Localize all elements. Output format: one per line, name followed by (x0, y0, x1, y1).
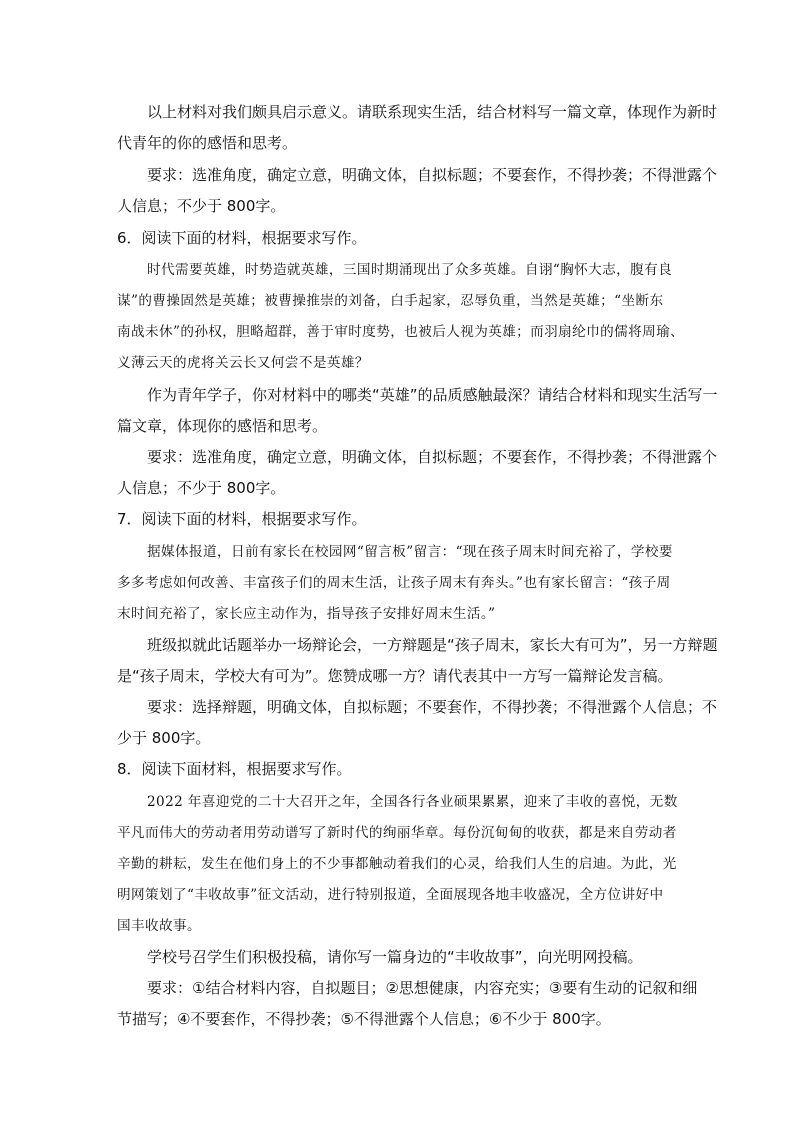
material-line: 2022 年喜迎党的二十大召开之年，全国各行各业硕果累累，迎来了丰收的喜悦，无数 (147, 794, 678, 810)
paragraph-line: 以上材料对我们颇具启示意义。请联系现实生活，结合材料写一篇文章，体现作为新时 (147, 103, 718, 121)
material-line: 辛勤的耕耘，发生在他们身上的不少事都触动着我们的心灵，给我们人生的启迪。为此，光 (117, 856, 677, 872)
question-8-heading: 8．阅读下面材料，根据要求写作。 (117, 760, 352, 778)
requirement-line: 人信息；不少于 800字。 (117, 197, 286, 215)
requirement-line: 节描写；④不要套作，不得抄袭；⑤不得泄露个人信息；⑥不少于 800字。 (117, 1010, 611, 1028)
question-6-heading: 6．阅读下面的材料，根据要求写作。 (117, 229, 367, 247)
material-line: 义薄云天的虎将关云长又何尝不是英雄？ (117, 355, 369, 371)
requirement-line: 要求：选择辩题，明确文体，自拟标题；不要套作，不得抄袭；不得泄露个人信息；不 (147, 698, 718, 716)
material-line: 国丰收故事。 (117, 918, 201, 934)
paragraph-line: 是“孩子周末，学校大有可为”。您赞成哪一方？请代表其中一方写一篇辩论发言稿。 (117, 667, 673, 685)
material-line: 平凡而伟大的劳动者用劳动谱写了新时代的绚丽华章。每份沉甸甸的收获，都是来自劳动者 (117, 825, 677, 841)
material-line: 明网策划了“丰收故事”征文活动，进行特别报道，全面展现各地丰收盛况，全方位讲好中 (117, 887, 664, 903)
material-line: 时代需要英雄，时势造就英雄，三国时期涌现出了众多英雄。自诩“胸怀大志，腹有良 (147, 262, 673, 278)
requirement-line: 要求：选准角度，确定立意，明确文体，自拟标题；不要套作，不得抄袭；不得泄露个 (147, 166, 718, 184)
requirement-line: 要求：①结合材料内容，自拟题目；②思想健康，内容充实；③要有生动的记叙和细 (147, 979, 698, 997)
paragraph-line: 作为青年学子，你对材料中的哪类“英雄”的品质感触最深？请结合材料和现实生活写一 (147, 386, 718, 404)
requirement-line: 少于 800字。 (117, 729, 211, 747)
paragraph-line: 篇文章，体现你的感悟和思考。 (117, 417, 328, 435)
material-line: 南战未休”的孙权，胆略超群，善于审时度势，也被后人视为英雄；而羽扇纶巾的儒将周瑜、 (117, 324, 685, 340)
paragraph-line: 学校号召学生们积极投稿，请你写一篇身边的“丰收故事”，向光明网投稿。 (147, 948, 643, 966)
material-line: 谋”的曹操固然是英雄；被曹操推崇的刘备，白手起家，忍辱负重，当然是英雄；“坐断东 (117, 293, 664, 309)
material-line: 末时间充裕了，家长应主动作为，指导孩子安排好周末生活。” (117, 606, 496, 622)
requirement-line: 人信息；不少于 800字。 (117, 479, 286, 497)
question-7-heading: 7．阅读下面的材料，根据要求写作。 (117, 510, 367, 528)
requirement-line: 要求：选准角度，确定立意，明确文体，自拟标题；不要套作，不得抄袭；不得泄露个 (147, 448, 718, 466)
paragraph-line: 班级拟就此话题举办一场辩论会，一方辩题是“孩子周末，家长大有可为”，另一方辩题 (147, 636, 718, 654)
material-line: 多多考虑如何改善、丰富孩子们的周末生活，让孩子周末有奔头。”也有家长留言：“孩子周 (117, 575, 671, 591)
paragraph-line: 代青年的你的感悟和思考。 (117, 134, 298, 152)
material-line: 据媒体报道，日前有家长在校园网“留言板”留言：“现在孩子周末时间充裕了，学校要 (147, 544, 673, 560)
